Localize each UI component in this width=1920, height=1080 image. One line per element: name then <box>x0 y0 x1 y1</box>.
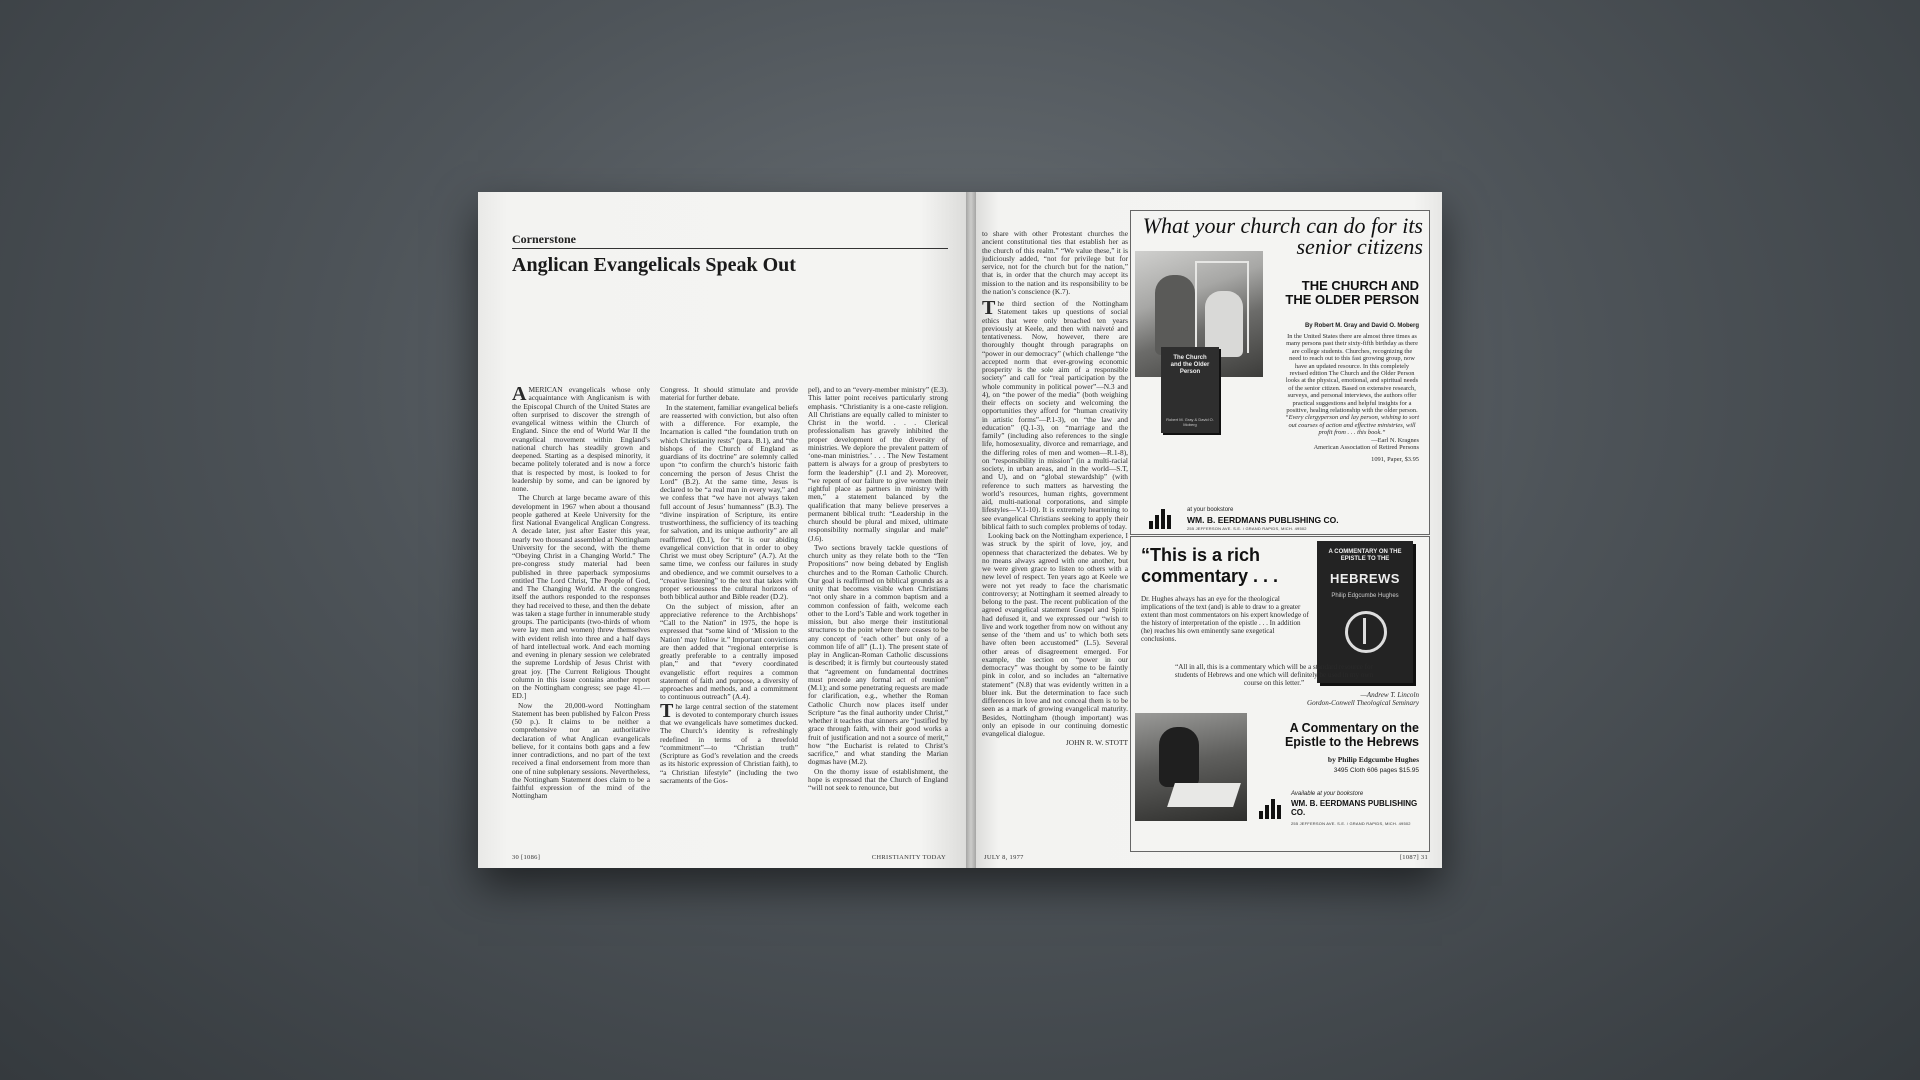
ad-price: 1091, Paper, $3.95 <box>1371 455 1419 463</box>
page-number-right: [1087] 31 <box>1399 854 1428 861</box>
ad-book-title: THE CHURCH AND THE OLDER PERSON <box>1285 278 1419 307</box>
paragraph: On the thorny issue of establishment, the hope is expressed that the Church of England “will not seek to renounce, but <box>808 766 948 792</box>
paragraph: The Church at large became aware of this development in 1967 when about a thousand people gathered at Keele University for the first National Evangelical Anglican Congress. A decade later, just after Easter this year, nearly two thousand assembled at Nottingham University for the second, with the theme “Obeying Christ in a Changing World.” The pre-congress study material had been published in three paperback symposiums entitled The Lord Christ, The People of God, and The Changing World. At the congress itself the authors responded to the responses they had received to these, and then the debate was taken a stage further in innumerable study groups. The participants (two-thirds of whom were lay men and women) threw themselves with evident relish into three and a half days of hard intellectual work. And each morning and evening in plenary session we celebrated the supreme Lordship of Jesus Christ with great joy. [The Current Religious Thought column in this issue contains another report on the Nottingham congress; see page 41.—ED.] <box>512 493 650 701</box>
drop-cap: T <box>982 297 996 319</box>
paragraph: The large central section of the statement is devoted to contemporary church issues that we evangelicals have sometimes ducked. The Church’s identity is refreshingly redefined in terms of a threefold “commitment”—to “Christian truth” (Scripture as God’s revelation and the creeds as its historic expression of Christian faith), to “a Christian lifestyle” (including the two sacraments of the Gos- <box>660 699 798 785</box>
left-page <box>478 192 970 868</box>
eerdmans-logo-icon <box>1149 509 1175 529</box>
paragraph: Congress. It should stimulate and provide material for further debate. <box>660 386 798 403</box>
ad-address: 255 JEFFERSON AVE. S.E. / GRAND RAPIDS, MICH. 49502 <box>1187 526 1307 531</box>
open-book <box>1167 783 1241 807</box>
ad-publisher: WM. B. EERDMANS PUBLISHING CO. <box>1187 515 1339 525</box>
ad-book-authors: By Robert M. Gray and David O. Moberg <box>1304 323 1419 329</box>
spine-shadow <box>966 192 976 868</box>
eerdmans-logo-icon <box>1259 799 1285 819</box>
article-headline: Anglican Evangelicals Speak Out <box>512 254 796 276</box>
drop-cap: T <box>660 699 674 722</box>
ad-body-text: In the United States there are almost three times as many persons past their sixty-fifth birthday as there are college students. Churches, recognizing the need to reach out to this fast growing group, now have an updated resource. In this completely revised edition The Church and the Older Person looks at the physical, emotional, and spiritual needs of the senior citizen. Based on extensive research, surveys, and personal interviews, the authors offer practical suggestions and helpful insights for a positive, healing relationship with the older person. “Every clergyperson and lay person, wishing to sort out courses of action and effective ministries, will profit from . . . this book.” —Earl N. Kragnes American Association of Retired Persons 1091, Paper, $3.95 <box>1285 333 1419 463</box>
section-label: Cornerstone <box>512 232 576 246</box>
ad-address: 255 JEFFERSON AVE. S.E. / GRAND RAPIDS, MICH. 49502 <box>1291 821 1411 826</box>
ad-book-info: 3495 Cloth 606 pages $15.95 <box>1333 767 1419 774</box>
article-column-3 <box>808 386 948 850</box>
ad-bookstore-line: at your bookstore <box>1187 507 1234 513</box>
man-figure <box>1155 275 1195 355</box>
issue-date: JULY 8, 1977 <box>984 854 1024 861</box>
ad-quote-attribution: —Andrew T. Lincoln Gordon-Conwell Theological Seminary <box>1306 691 1419 708</box>
ad-photo-reader <box>1135 713 1247 821</box>
paragraph: Two sections bravely tackle questions of church unity as they relate both to the “Ten Propositions” now being debated by English churches and to the Roman Catholic Church. Our goal is reaffirmed on biblical grounds as a unity that becomes visible when Christians “not only share in a common baptism and a common confession of faith, welcome each other to the Lord’s Table and work together in mission, but also merge their institutional structures to the point where there ceases to be any concept of ‘each other’ but only of a common life of all” (L.1). The present state of play in Anglican-Roman Catholic discussions is described; it is firmly but courteously stated that “agreement on fundamental doctrines must precede any formal act of reunion” (M.1); and some penetrating requests are made for clarification, e.g., whether the Roman Catholic Church now places itself under Scripture “as the final authority under Christ,” whether it teaches that sinners are “justified by grace through faith, with their good works a fruit of justification and not a source of merit,” how “the Eucharist is related to Christ’s sacrifice,” and what standing the Marian dogmas have (M.2). <box>808 542 948 767</box>
right-page <box>970 192 1442 868</box>
ad-book-title: A Commentary on the Epistle to the Hebrews <box>1284 721 1419 749</box>
ad-quote-attribution: —Earl N. Kragnes <box>1371 436 1419 444</box>
paragraph: Looking back on the Nottingham experience, I was struck by the spirit of love, joy, and openness that characterized the debates. We by no means always agreed with one another, but we were given grace to listen to others with a new level of respect. Ten years ago at Keele we were not yet ready to face the charismatic controversy; at Nottingham it seemed already to belong to the past. The recent publication of the agreed evangelical statement Gospel and Spirit had defused it, and we expressed our “wish to live and work together from now on without any sense of the ‘them and us’ to which both sets have often been accustomed” (L.5). Several other areas of disagreement emerged. For example, the section on “power in our democracy” was thought by some to be faintly pink in color, and so includes an “alternative statement” (N.8) that was evidently written in a bluer ink. But the determination to face such differences in love and not conceal them is to be seen as a mark of growing evangelical maturity. Besides, Nottingham (though important) was only an episode in our continuing domestic evangelical dialogue. <box>982 531 1128 738</box>
page-number-left: 30 [1086] <box>512 854 541 861</box>
cross-emblem-icon <box>1345 611 1387 653</box>
drop-cap: A <box>512 386 527 405</box>
ad-book-author: by Philip Edgcumbe Hughes <box>1327 755 1419 764</box>
book-cover-older-person: The Church and the Older Person Robert M. Gray & David O. Moberg <box>1161 347 1219 433</box>
ad-headline: “This is a rich commentary . . . <box>1141 545 1279 586</box>
paragraph: pel), and to an “every-member ministry” (E.3). This latter point receives particularly strong emphasis. “Christianity is a one-caste religion. All Christians are equally called to minister to Christ in the world. . . . Clerical professionalism has gravely inhibited the proper development of the diversity of ministries. We deplore the prevalent pattern of ‘one-man ministries.’ . . . The New Testament pattern is always for a group of presbyters to form the leadership” (J.1 and 2). Moreover, “we repent of our failure to give women their rightful place as partners in ministry with men,” a statement balanced by the qualification that many believe preserves a permanent biblical truth: “Leadership in the church should be plural and mixed, ultimate responsibility normally singular and male” (J.6). <box>808 386 948 543</box>
magazine-spread <box>478 192 1442 868</box>
ad-publisher: WM. B. EERDMANS PUBLISHING CO. <box>1291 799 1418 817</box>
article-column-1 <box>512 386 650 850</box>
book-cover-hebrews: A COMMENTARY ON THE EPISTLE TO THE HEBREWS Philip Edgcumbe Hughes <box>1317 541 1413 683</box>
author-signature: JOHN R. W. STOTT <box>1065 738 1128 748</box>
ad-body-text: Dr. Hughes always has an eye for the theological implications of the text (and) is able to draw to a greater extent than most commentators on his expert knowledge of the history of interpretation of the epistle . . . In addition (he) reaches his own eminently sane exegetical conclusions. <box>1141 595 1309 644</box>
ad-headline: What your church can do for its senior citizens <box>1142 213 1423 259</box>
paragraph: On the subject of mission, after an appreciative reference to the Archbishops’ “Call to the Nation” in 1975, the hope is expressed that “some kind of ‘Mission to the Nation’ may follow it.” Important convictions are then added that “regional enterprise is greatly preferable to a centrally imposed plan,” and that “every coordinated evangelistic effort requires a common statement of faith and purpose, a diversity of approaches and methods, and a commitment to continuous outreach” (A.4). <box>660 601 798 702</box>
publication-name: CHRISTIANITY TODAY <box>871 854 946 861</box>
ad-quote-org: American Association of Retired Persons <box>1313 444 1419 452</box>
reading-man-figure <box>1159 727 1199 787</box>
ad-quote: “All in all, this is a commentary which will be a standard resource for students of Hebrews and one which will definitely be used in my own course on this letter.” <box>1174 663 1374 688</box>
paragraph: The third section of the Nottingham Statement takes up questions of social ethics that were only broached ten years previously at Keele, and then with naiveté and tentativeness. Now, however, there are thoroughly thought through paragraphs on “power in our democracy” (which challenge “the accepted norm that ever-growing economic prosperity is the sole aim of a responsible society” and call for “real participation by the whole community in political power”—N.3 and 4), on “the power of the media” (both weighing their effects on society and welcoming the opportunities they afford for “human creativity in artistic forms”—P.1-3), on “the law and education” (Q.1-3), on “marriage and the family” (including also references to the single life, homosexuality, divorce and remarriage, and the differing roles of men and women—R.1-8), on “responsibility in mission” (in a multi-racial society, in urban areas, and in the world—S.T, and U), and on “global stewardship” (with reference to such matters as harvesting the world’s resources, human rights, government aid, multi-national corporations, and simple lifestyles—V.1-10). It is extremely heartening to see evangelical Christians seeking to apply their biblical faith to such complex problems of today. <box>982 297 1128 531</box>
ad-quote: “Every clergyperson and lay person, wishing to sort out courses of action and effective ministries, will profit from . . . this book.” <box>1285 414 1419 437</box>
ad-bookstore-line: Available at your bookstore <box>1291 791 1364 797</box>
paragraph: to share with other Protestant churches the ancient constitutional ties that establish her as the church of this realm.” “We value these,” it is judiciously added, “not for privilege but for service, not for the church but for the nation,” that is, in order that the church may accept its mission to the nation and its responsibility to be the nation’s conscience (K.7). <box>982 230 1128 296</box>
paragraph: In the statement, familiar evangelical beliefs are reasserted with conviction, but also often with a difference. For example, the Incarnation is called “the foundation truth on which Christianity rests” (para. B.1), and “the bishops of the Church of England as guardians of its doctrine” are solemnly called upon “to confirm the church’s historic faith concerning the person of Jesus Christ the Lord” (B.2). At the same time, Jesus is declared to be “a real man in every way,” and we confess that “we have not always taken full account of Jesus’ humanness” (B.3). The “divine inspiration of Scripture, its entire trustworthiness, the sufficiency of its teaching for salvation, and its unique authority” are all reaffirmed (D.1), for “it is our abiding evangelical conviction that in order to obey Christ we must obey Scripture” (A.7). At the same time, we confess our failures in study and obedience, and we commit ourselves to a “creative listening” to the text that takes with proper seriousness the cultural horizons of both biblical author and Bible reader (D.2). <box>660 402 798 602</box>
article-column-2 <box>660 386 798 850</box>
advertisement-older-person <box>1130 210 1430 535</box>
section-rule <box>512 248 948 249</box>
advertisement-hebrews <box>1130 536 1430 852</box>
paragraph: Now the 20,000-word Nottingham Statement has been published by Falcon Press (50 p.). It claims to be neither a comprehensive nor an authoritative declaration of what Anglican evangelicals believe, for it contains both gaps and a few inner contradictions, and no part of the text received a final endorsement from more than one of nine subplenary sessions. Nevertheless, the Nottingham Statement does claim to be a faithful expression of the mind of the Nottingham <box>512 700 650 801</box>
paragraph: AMERICAN evangelicals whose only acquaintance with Anglicanism is with the Episcopal Church of the United States are often surprised to discover the strength of evangelical witness within the Church of England. Since the end of World War II the evangelical movement within England’s national church has steadily grown and deepened. Starting as a despised minority, it became politely tolerated and is now a force that is respected by most, is looked to for leadership by some, and can be ignored by none. <box>512 386 650 493</box>
article-column-4 <box>982 230 1128 852</box>
